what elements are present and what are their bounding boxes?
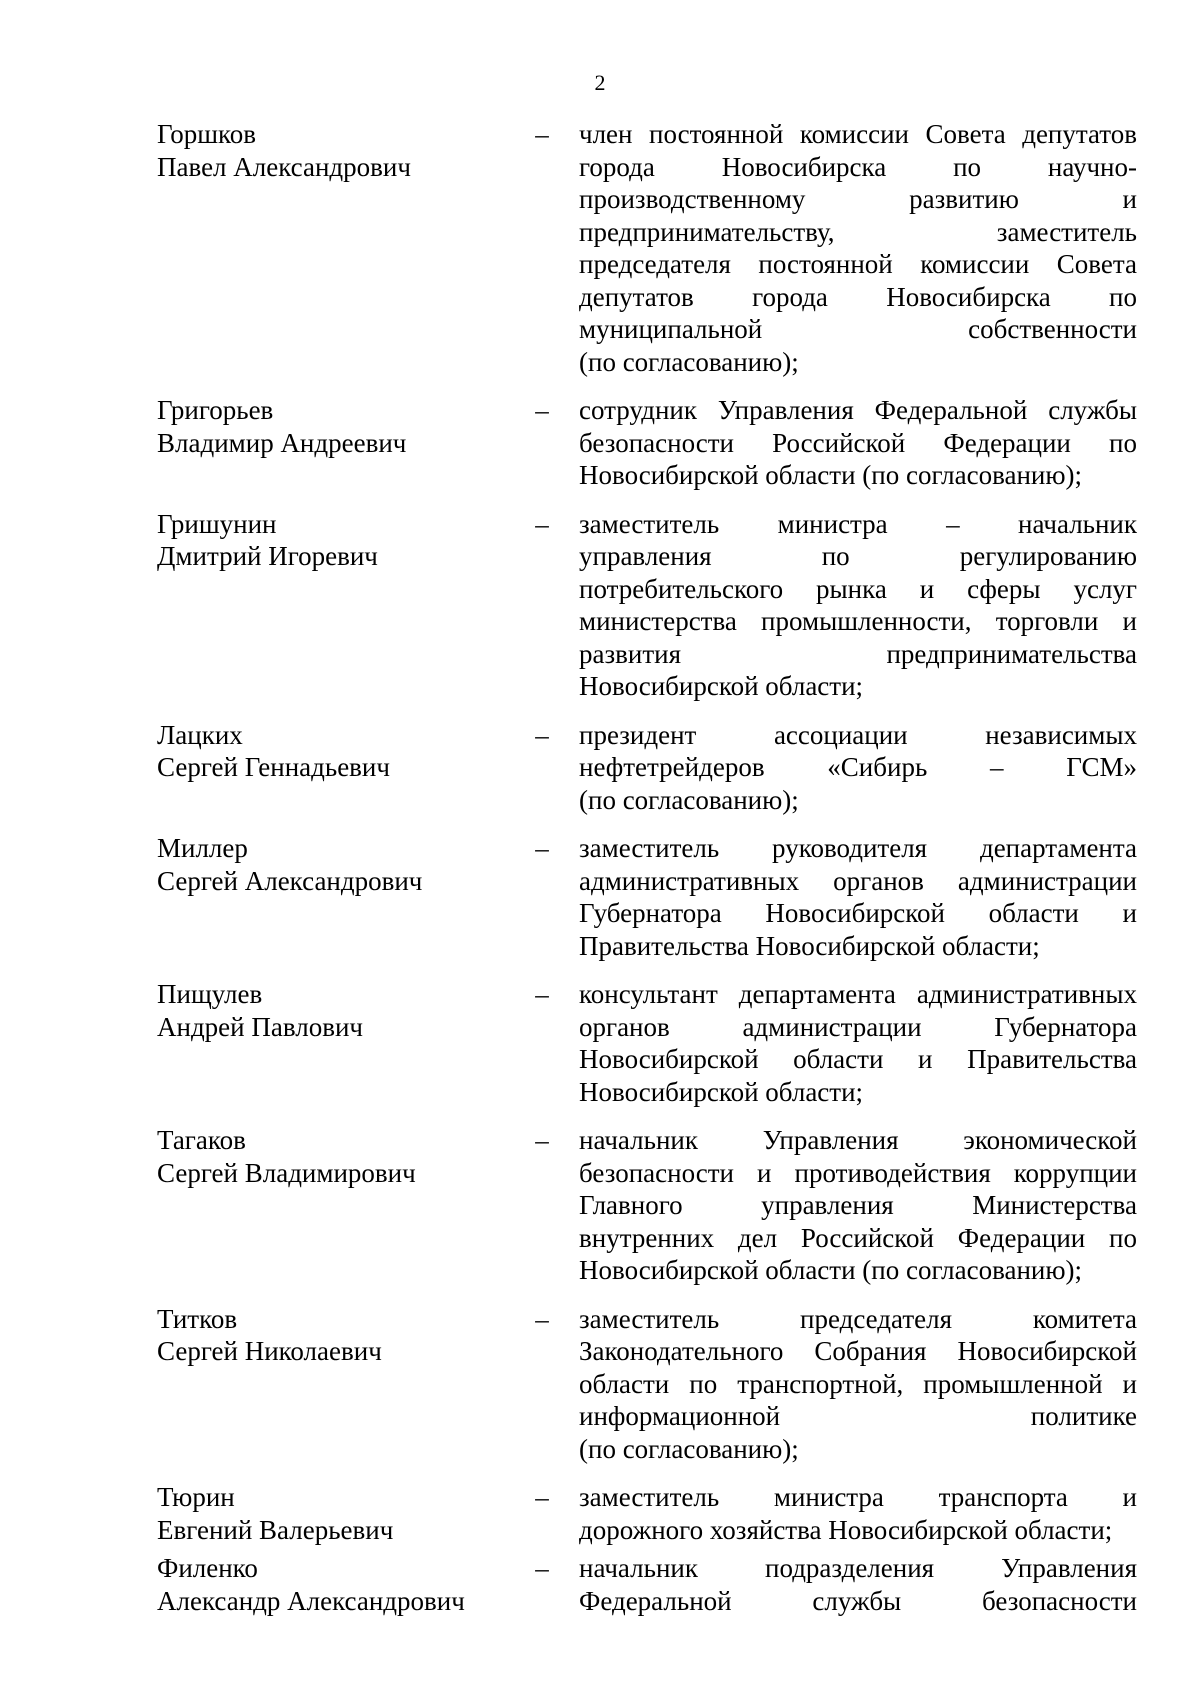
member-last-name: Миллер [157, 833, 248, 863]
role-line: Новосибирской области; [579, 671, 864, 701]
member-name [157, 1124, 517, 1189]
role-line: органов администрации Губернатора [579, 1011, 1137, 1042]
role-line: заместитель министра – начальник [579, 508, 1137, 539]
member-name [157, 508, 517, 573]
member-role [579, 978, 1137, 1108]
member-role [579, 394, 1137, 492]
role-line: предпринимательству, заместитель [579, 216, 1137, 247]
member-first-names: Сергей Николаевич [157, 1336, 382, 1366]
member-last-name: Гришунин [157, 508, 277, 539]
role-line: Законодательного Собрания Новосибирской [579, 1336, 1137, 1366]
role-line: консультант департамента административных [579, 979, 1137, 1009]
role-line: потребительского рынка и сферы услуг [579, 573, 1137, 604]
member-list [0, 118, 1200, 1633]
member-last-name: Тюрин [157, 1482, 235, 1512]
role-line: начальник подразделения Управления [579, 1553, 1137, 1583]
member-entry [0, 1303, 1200, 1466]
member-first-names: Сергей Александрович [157, 865, 423, 896]
role-line: сотрудник Управления Федеральной службы [579, 395, 1137, 425]
member-name [157, 1552, 517, 1617]
member-first-names: Александр Александрович [157, 1585, 465, 1616]
role-line: развития предпринимательства [579, 638, 1137, 669]
member-entry [0, 1552, 1200, 1617]
role-line: управления по регулированию [579, 541, 1137, 571]
member-entry [0, 1481, 1200, 1546]
role-line: заместитель министра транспорта и [579, 1482, 1137, 1512]
member-role [579, 508, 1137, 703]
role-line: Правительства Новосибирской области; [579, 930, 1040, 961]
role-line: дорожного хозяйства Новосибирской области; [579, 1514, 1113, 1545]
member-first-names: Владимир Андреевич [157, 427, 407, 458]
dash-separator: – [535, 119, 549, 149]
role-line: начальник Управления экономической [579, 1125, 1137, 1155]
member-name [157, 1303, 517, 1368]
member-role [579, 1481, 1137, 1546]
member-role [579, 1303, 1137, 1466]
dash-separator: – [535, 1125, 549, 1155]
member-first-names: Дмитрий Игоревич [157, 541, 378, 571]
dash-separator: – [535, 833, 549, 863]
member-last-name: Григорьев [157, 395, 274, 425]
member-last-name: Филенко [157, 1553, 258, 1583]
role-line: Новосибирской области (по согласованию); [579, 460, 1083, 490]
member-last-name: Горшков [157, 119, 257, 149]
member-entry [0, 719, 1200, 817]
role-line: президент ассоциации независимых [579, 719, 1137, 750]
member-role [579, 1124, 1137, 1287]
role-line: муниципальной собственности [579, 314, 1137, 344]
role-line: нефтетрейдеров «Сибирь – ГСМ» [579, 752, 1137, 782]
page-number: 2 [594, 70, 606, 95]
role-line: член постоянной комиссии Совета депутатов [579, 119, 1137, 149]
role-line: (по согласованию); [579, 784, 799, 815]
role-line: Губернатора Новосибирской области и [579, 898, 1137, 928]
dash-separator: – [535, 1303, 549, 1334]
member-entry [0, 832, 1200, 962]
role-line: безопасности Российской Федерации по [579, 427, 1137, 458]
role-line: заместитель председателя комитета [579, 1303, 1137, 1334]
role-line: Новосибирской области и Правительства [579, 1044, 1137, 1074]
member-name [157, 118, 517, 183]
member-last-name: Лацких [157, 719, 243, 750]
member-name [157, 832, 517, 897]
member-role [579, 719, 1137, 817]
member-entry [0, 508, 1200, 703]
dash-separator: – [535, 395, 549, 425]
member-name [157, 394, 517, 459]
role-line: Федеральной службы безопасности [579, 1585, 1137, 1616]
role-line: Главного управления Министерства [579, 1190, 1137, 1220]
role-line: безопасности и противодействия коррупции [579, 1157, 1137, 1188]
dash-separator: – [535, 508, 549, 539]
role-line: депутатов города Новосибирска по [579, 281, 1137, 312]
member-role [579, 832, 1137, 962]
member-first-names: Сергей Владимирович [157, 1157, 416, 1188]
role-line: города Новосибирска по научно- [579, 151, 1137, 182]
dash-separator: – [535, 1553, 549, 1583]
role-line: председателя постоянной комиссии Совета [579, 249, 1137, 279]
role-line: области по транспортной, промышленной и [579, 1368, 1137, 1399]
member-name [157, 1481, 517, 1546]
role-line: производственному развитию и [579, 184, 1137, 214]
role-line: Новосибирской области (по согласованию); [579, 1255, 1083, 1285]
member-first-names: Евгений Валерьевич [157, 1514, 394, 1545]
role-line: административных органов администрации [579, 865, 1137, 896]
member-last-name: Титков [157, 1303, 238, 1334]
member-first-names: Андрей Павлович [157, 1011, 363, 1042]
dash-separator: – [535, 1482, 549, 1512]
member-last-name: Пищулев [157, 979, 263, 1009]
member-entry [0, 978, 1200, 1108]
member-entry [0, 118, 1200, 378]
dash-separator: – [535, 979, 549, 1009]
member-role [579, 118, 1137, 378]
role-line: (по согласованию); [579, 1433, 799, 1464]
dash-separator: – [535, 719, 549, 750]
role-line: (по согласованию); [579, 346, 799, 377]
member-role [579, 1552, 1137, 1617]
member-last-name: Тагаков [157, 1125, 246, 1155]
member-entry [0, 394, 1200, 492]
member-first-names: Сергей Геннадьевич [157, 752, 390, 782]
role-line: министерства промышленности, торговли и [579, 606, 1137, 636]
member-first-names: Павел Александрович [157, 151, 411, 182]
member-entry [0, 1124, 1200, 1287]
role-line: заместитель руководителя департамента [579, 833, 1137, 863]
role-line: информационной политике [579, 1401, 1137, 1431]
member-name [157, 719, 517, 784]
role-line: внутренних дел Российской Федерации по [579, 1222, 1137, 1253]
role-line: Новосибирской области; [579, 1076, 864, 1107]
member-name [157, 978, 517, 1043]
